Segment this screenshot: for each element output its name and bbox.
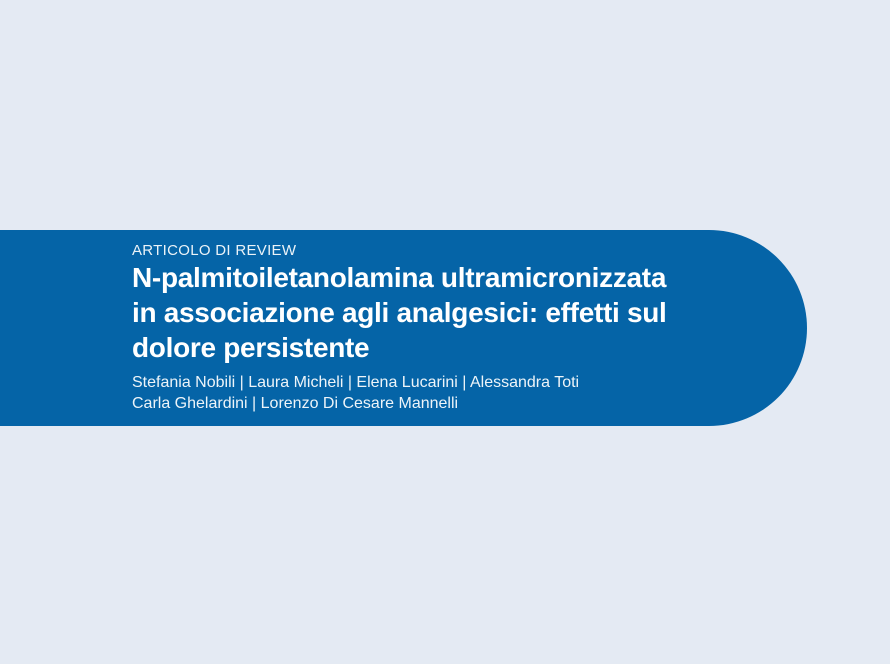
article-authors-line: Carla Ghelardini | Lorenzo Di Cesare Mannelli (132, 395, 459, 412)
article-title-line: N-palmitoiletanolamina ultramicronizzata (132, 262, 667, 293)
article-title-line: in associazione agli analgesici: effetti sul (132, 297, 667, 328)
article-title-line: dolore persistente (132, 332, 370, 363)
article-authors-line: Stefania Nobili | Laura Micheli | Elena Lucarini | Alessandra Toti (132, 374, 580, 391)
article-header-banner (0, 230, 807, 426)
article-title (132, 260, 667, 365)
article-authors (132, 372, 579, 414)
article-kicker: ARTICOLO DI REVIEW (132, 242, 297, 259)
